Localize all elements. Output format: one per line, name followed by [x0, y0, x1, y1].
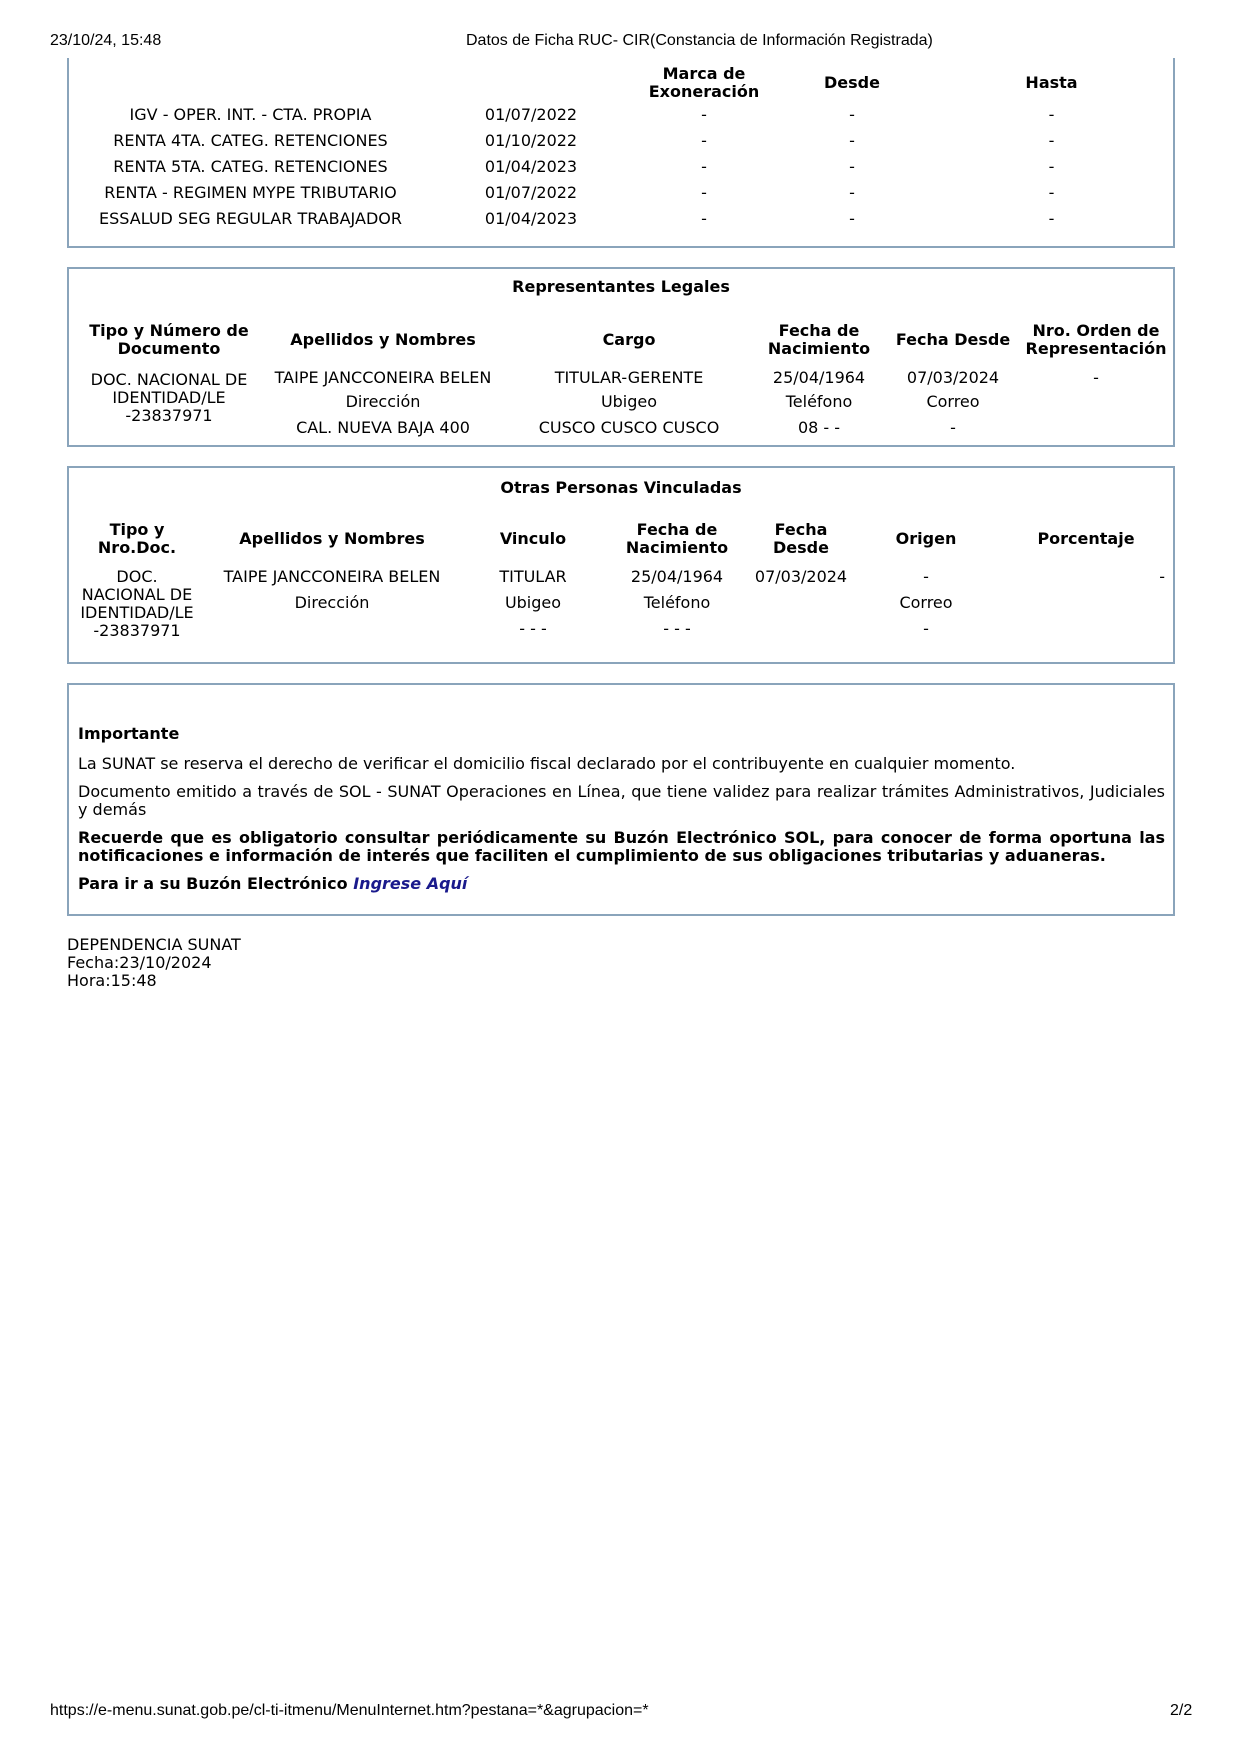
table-row: [75, 588, 1169, 616]
otras-col-origen: Origen: [895, 529, 957, 548]
representantes-title: Representantes Legales: [512, 277, 730, 296]
rep-col-desde: Fecha Desde: [895, 330, 1011, 349]
dependencia-fecha: Fecha:23/10/2024: [67, 953, 212, 972]
table-cell: 01/04/2023: [484, 209, 578, 228]
rep-col-orden: Nro. Orden de Representación: [1025, 321, 1167, 358]
otras-correo: -: [923, 619, 929, 638]
table-cell: -: [849, 183, 855, 202]
otras-origen: -: [923, 567, 929, 586]
table-cell: -: [1048, 105, 1055, 124]
tributos-col-desde: Desde: [824, 73, 880, 92]
table-cell: -: [1048, 183, 1055, 202]
otras-col-documento: Tipo y Nro.Doc.: [97, 520, 177, 557]
tributos-section: [67, 58, 1175, 248]
table-cell: RENTA 4TA. CATEG. RETENCIONES: [113, 131, 388, 150]
rep-orden: -: [1093, 368, 1099, 387]
table-cell: -: [849, 209, 855, 228]
rep-ubigeo: CUSCO CUSCO CUSCO: [538, 418, 720, 437]
table-row: [69, 206, 1177, 232]
otras-documento: DOC. NACIONAL DE IDENTIDAD/LE -23837971: [80, 567, 194, 640]
table-cell: -: [849, 105, 855, 124]
representantes-section: [67, 267, 1175, 447]
buzon-label: Para ir a su Buzón Electrónico: [78, 874, 348, 893]
otras-col-vinculo: Vinculo: [499, 529, 567, 548]
rep-nacimiento: 25/04/1964: [772, 368, 866, 387]
rep-col-nombres: Apellidos y Nombres: [290, 330, 476, 349]
rep-desde: 07/03/2024: [906, 368, 1000, 387]
otras-col-nombres: Apellidos y Nombres: [239, 529, 425, 548]
print-datetime: 23/10/24, 15:48: [50, 32, 162, 49]
table-cell: RENTA 5TA. CATEG. RETENCIONES: [113, 157, 388, 176]
rep-cargo: TITULAR-GERENTE: [554, 368, 704, 387]
otras-personas-section: [67, 466, 1175, 664]
otras-header-row: [75, 516, 1169, 562]
otras-sub-ubigeo-label: Ubigeo: [504, 593, 562, 612]
table-cell: 01/07/2022: [484, 183, 578, 202]
importante-p2: Documento emitido a través de SOL - SUNAT Operaciones en Línea, que tiene validez para realizar trámites Administrativos, Judiciales y demás: [78, 782, 1165, 819]
otras-vinculo: TITULAR: [499, 567, 567, 586]
otras-porcentaje: -: [1159, 567, 1165, 586]
dependencia-hora: Hora:15:48: [67, 971, 157, 990]
table-cell: -: [849, 157, 855, 176]
table-row: [75, 562, 1169, 588]
importante-section: [67, 683, 1175, 916]
table-row: [69, 102, 1177, 128]
table-cell: -: [701, 105, 707, 124]
table-row: [69, 154, 1177, 180]
rep-col-documento: Tipo y Número de Documento: [89, 321, 249, 358]
rep-sub-telefono-label: Teléfono: [785, 392, 853, 411]
rep-nombre: TAIPE JANCCONEIRA BELEN: [274, 368, 492, 387]
tributos-header-row: [69, 64, 1177, 102]
table-cell: -: [701, 183, 707, 202]
rep-direccion: CAL. NUEVA BAJA 400: [296, 418, 470, 437]
importante-p1: La SUNAT se reserva el derecho de verificar el domicilio fiscal declarado por el contribuyente en cualquier momento.: [78, 754, 1016, 773]
print-page-number: 2/2: [1170, 1702, 1193, 1719]
table-row: [75, 616, 1169, 642]
dependencia-name: DEPENDENCIA SUNAT: [67, 935, 241, 954]
table-cell: RENTA - REGIMEN MYPE TRIBUTARIO: [104, 183, 397, 202]
otras-col-porcentaje: Porcentaje: [1037, 529, 1135, 548]
table-cell: -: [701, 131, 707, 150]
importante-p4: [78, 875, 1165, 893]
table-cell: -: [701, 209, 707, 228]
tributos-table: [69, 64, 1177, 232]
table-row: [69, 128, 1177, 154]
rep-documento: DOC. NACIONAL DE IDENTIDAD/LE -23837971: [90, 370, 248, 425]
table-row: [75, 363, 1169, 389]
otras-personas-title: Otras Personas Vinculadas: [500, 478, 742, 497]
table-cell: -: [1048, 157, 1055, 176]
otras-col-nacimiento: Fecha de Nacimiento: [625, 520, 729, 557]
otras-nombre: TAIPE JANCCONEIRA BELEN: [223, 567, 441, 586]
tributos-col-0: [69, 64, 432, 102]
importante-p3: Recuerde que es obligatorio consultar periódicamente su Buzón Electrónico SOL, para conocer de forma oportuna las notificaciones e información de interés que faciliten el cumplimiento de sus obligaciones tributarias y aduaneras.: [78, 828, 1165, 865]
otras-nacimiento: 25/04/1964: [630, 567, 724, 586]
table-cell: ESSALUD SEG REGULAR TRABAJADOR: [99, 209, 402, 228]
table-cell: -: [1048, 209, 1055, 228]
rep-sub-ubigeo-label: Ubigeo: [600, 392, 658, 411]
importante-title: Importante: [78, 724, 180, 743]
rep-sub-direccion-label: Dirección: [345, 392, 421, 411]
rep-sub-correo-label: Correo: [926, 392, 980, 411]
tributos-col-1: [432, 64, 630, 102]
otras-col-desde: Fecha Desde: [773, 520, 829, 557]
representantes-table: [75, 317, 1169, 441]
tributos-col-hasta: Hasta: [1025, 73, 1078, 92]
table-cell: 01/10/2022: [484, 131, 578, 150]
tributos-col-exoneracion: Marca de Exoneración: [648, 64, 760, 101]
otras-telefono: - - -: [663, 619, 691, 638]
otras-ubigeo: - - -: [519, 619, 547, 638]
otras-sub-direccion-label: Dirección: [294, 593, 370, 612]
table-cell: 01/07/2022: [484, 105, 578, 124]
table-cell: -: [849, 131, 855, 150]
table-cell: -: [701, 157, 707, 176]
representantes-header-row: [75, 317, 1169, 363]
print-url: https://e-menu.sunat.gob.pe/cl-ti-itmenu/MenuInternet.htm?pestana=*&agrupacion=*: [50, 1702, 649, 1719]
table-cell: 01/04/2023: [484, 157, 578, 176]
table-cell: IGV - OPER. INT. - CTA. PROPIA: [129, 105, 372, 124]
otras-desde: 07/03/2024: [754, 567, 848, 586]
rep-telefono: 08 - -: [797, 418, 841, 437]
table-row: [69, 180, 1177, 206]
rep-correo: -: [950, 418, 956, 437]
rep-col-nacimiento: Fecha de Nacimiento: [767, 321, 871, 358]
table-cell: -: [1048, 131, 1055, 150]
dependencia-block: [67, 936, 241, 990]
otras-personas-table: [75, 516, 1169, 642]
print-page-title: Datos de Ficha RUC- CIR(Constancia de Información Registrada): [466, 32, 933, 49]
rep-col-cargo: Cargo: [602, 330, 656, 349]
otras-sub-telefono-label: Teléfono: [643, 593, 711, 612]
otras-sub-correo-label: Correo: [899, 593, 953, 612]
ingrese-aqui-link[interactable]: Ingrese Aquí: [353, 874, 468, 893]
